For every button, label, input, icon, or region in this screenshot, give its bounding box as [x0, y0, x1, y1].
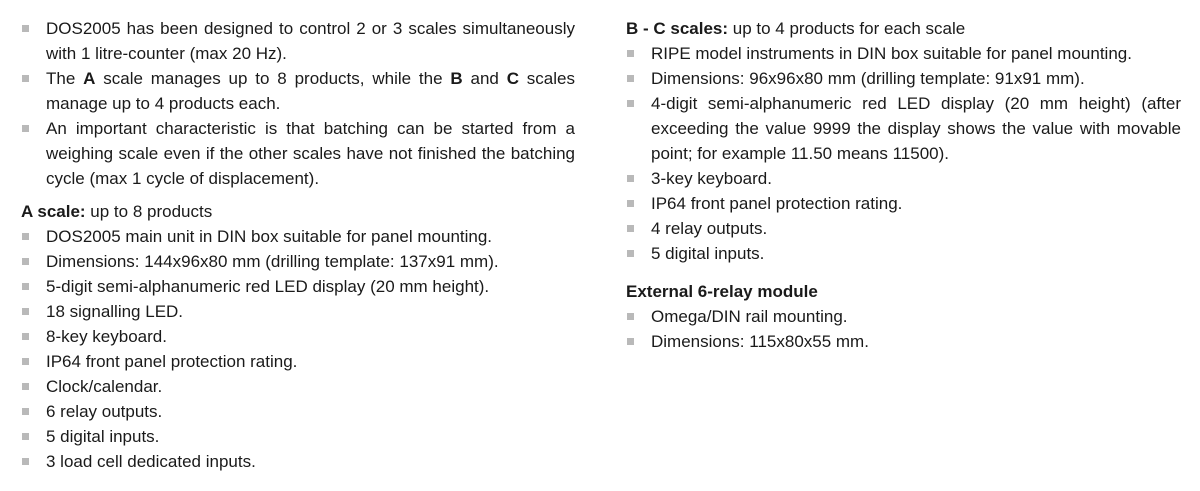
list-item: 5-digit semi-alphanumeric red LED display (20 mm height).: [21, 274, 575, 299]
scale-letter-a: A: [83, 69, 96, 88]
list-item: RIPE model instruments in DIN box suitable for panel mounting.: [626, 41, 1181, 66]
intro-text: and: [462, 69, 507, 88]
square-bullet-icon: [22, 125, 29, 132]
relay-module-list: [626, 304, 1181, 354]
intro-list: [21, 16, 575, 191]
list-item: 4 relay outputs.: [626, 216, 1181, 241]
square-bullet-icon: [22, 433, 29, 440]
intro-text: The: [46, 69, 84, 88]
square-bullet-icon: [22, 333, 29, 340]
square-bullet-icon: [627, 50, 634, 57]
list-item: Dimensions: 144x96x80 mm (drilling template: 137x91 mm).: [21, 249, 575, 274]
right-column: [626, 16, 1181, 354]
list-item: [21, 116, 575, 191]
list-item: 5 digital inputs.: [21, 424, 575, 449]
left-column: [21, 16, 575, 474]
square-bullet-icon: [627, 250, 634, 257]
scale-letter-b: B: [450, 69, 463, 88]
square-bullet-icon: [22, 408, 29, 415]
list-item: Dimensions: 115x80x55 mm.: [626, 329, 1181, 354]
square-bullet-icon: [627, 200, 634, 207]
square-bullet-icon: [627, 75, 634, 82]
square-bullet-icon: [22, 75, 29, 82]
square-bullet-icon: [22, 25, 29, 32]
a-scale-list: [21, 224, 575, 474]
list-item: IP64 front panel protection rating.: [21, 349, 575, 374]
square-bullet-icon: [22, 308, 29, 315]
list-item: 18 signalling LED.: [21, 299, 575, 324]
list-item: DOS2005 main unit in DIN box suitable for panel mounting.: [21, 224, 575, 249]
list-item: 3-key keyboard.: [626, 166, 1181, 191]
square-bullet-icon: [627, 313, 634, 320]
square-bullet-icon: [22, 233, 29, 240]
list-item: [21, 66, 575, 116]
square-bullet-icon: [22, 358, 29, 365]
relay-module-heading: External 6-relay module: [626, 282, 818, 301]
a-scale-heading: A scale: up to 8 products: [21, 202, 213, 221]
list-item: Dimensions: 96x96x80 mm (drilling template: 91x91 mm).: [626, 66, 1181, 91]
intro-text: An important characteristic is that batching can be started from a weighing scale even if the other scales have not finished the batching cycle (max 1 cycle of displacement).: [46, 119, 575, 188]
square-bullet-icon: [627, 338, 634, 345]
bc-scales-heading: B - C scales: up to 4 products for each scale: [626, 19, 966, 38]
list-item: [21, 16, 575, 66]
list-item: 6 relay outputs.: [21, 399, 575, 424]
square-bullet-icon: [627, 100, 634, 107]
square-bullet-icon: [22, 458, 29, 465]
square-bullet-icon: [22, 383, 29, 390]
intro-text: scale manages up to 8 products, while the: [95, 69, 451, 88]
square-bullet-icon: [627, 175, 634, 182]
square-bullet-icon: [22, 258, 29, 265]
intro-text: scales manage up to 4 products each.: [46, 69, 575, 113]
list-item: 3 load cell dedicated inputs.: [21, 449, 575, 474]
intro-text: DOS2005 has been designed to control 2 or 3 scales simultaneously with 1 litre-counter (max 20 Hz).: [46, 19, 575, 63]
scale-letter-c: C: [506, 69, 519, 88]
square-bullet-icon: [627, 225, 634, 232]
list-item: 4-digit semi-alphanumeric red LED display (20 mm height) (after exceeding the value 9999 the display shows the value with movable point; for example 11.50 means 11500).: [626, 91, 1181, 166]
bc-scales-list: [626, 41, 1181, 266]
list-item: Omega/DIN rail mounting.: [626, 304, 1181, 329]
square-bullet-icon: [22, 283, 29, 290]
list-item: Clock/calendar.: [21, 374, 575, 399]
list-item: 5 digital inputs.: [626, 241, 1181, 266]
list-item: IP64 front panel protection rating.: [626, 191, 1181, 216]
list-item: 8-key keyboard.: [21, 324, 575, 349]
